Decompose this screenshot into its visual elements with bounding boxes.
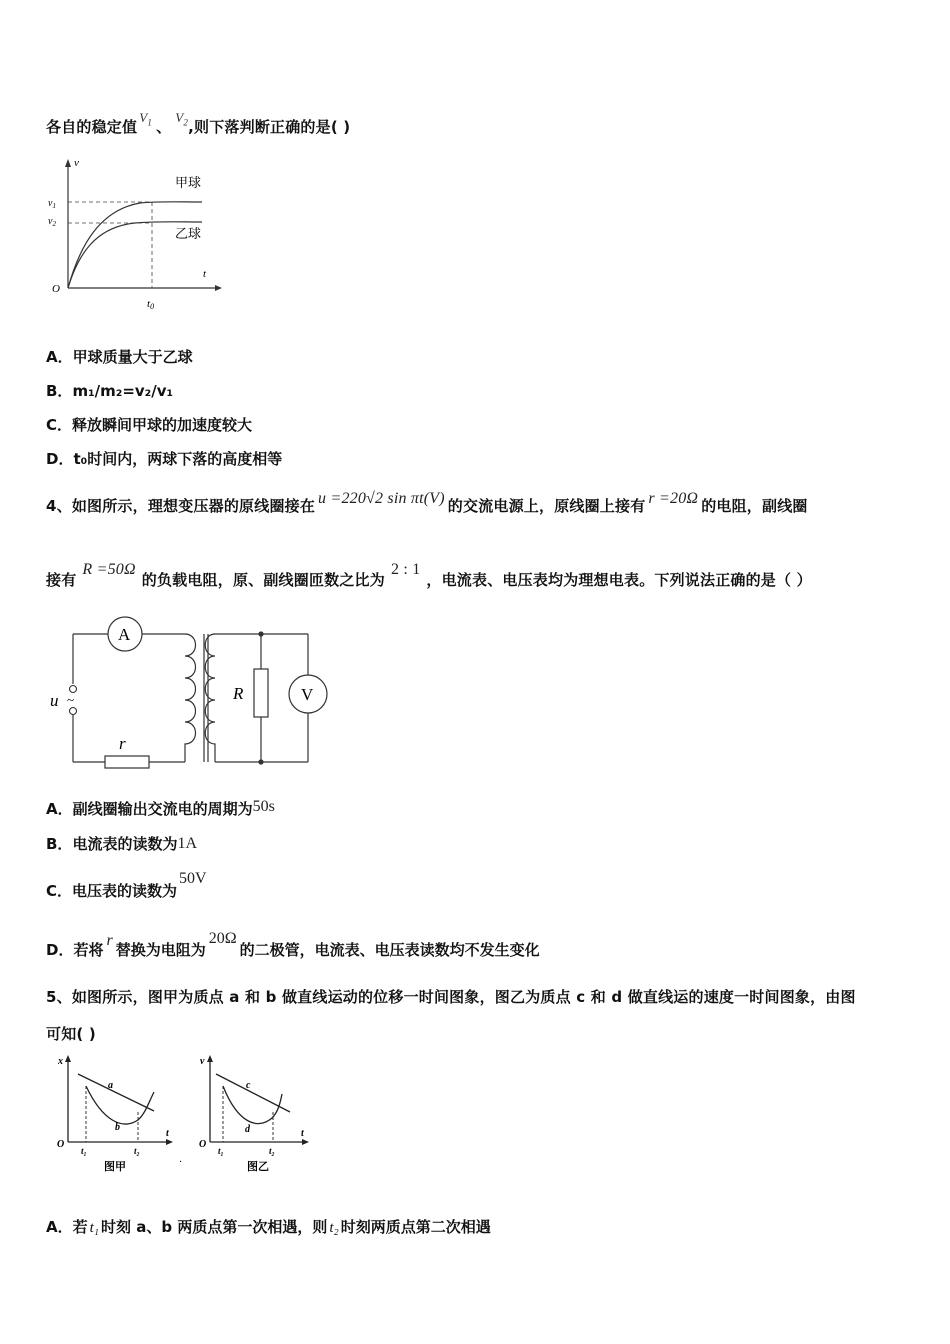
jia-t2-label: t₂: [134, 1146, 140, 1156]
yi-curve-label: d: [245, 1124, 250, 1135]
q5-stem-line1: 5、如图所示，图甲为质点 a 和 b 做直线运动的位移一时间图象，图乙为质点 c 和 d 做直线运的速度一时间图象，由图: [46, 988, 856, 1006]
q4-option-d: D．若将r替换为电阻为20Ω的二极管，电流表、电压表读数均不发生变化: [46, 930, 540, 959]
source-label: u: [50, 691, 59, 710]
q4-stem-line2: 接有R =50Ω的负载电阻，原、副线圈匝数之比为2 : 1，电流表、电压表均为理想电表。下列说法正确的是（ ）: [46, 561, 812, 589]
q5-stem-line2: 可知( ): [46, 1025, 96, 1043]
jia-origin: O: [57, 1139, 65, 1150]
formula-R: R =50Ω: [82, 561, 136, 578]
curve-yi-label: 乙球: [175, 226, 202, 241]
q3-option-a: A．甲球质量大于乙球: [46, 348, 193, 366]
q3-option-d: D．t₀时间内，两球下落的高度相等: [46, 450, 283, 468]
q3-option-c: C．释放瞬间甲球的加速度较大: [46, 416, 253, 434]
yi-caption: 图乙: [247, 1161, 269, 1173]
x-axis-label: t: [203, 268, 207, 280]
q3-option-b: B．m₁/m₂=v₂/v₁: [46, 382, 174, 400]
q4-option-a: A．副线圈输出交流电的周期为50s: [46, 798, 275, 818]
yi-x-label: t: [301, 1128, 304, 1139]
v2-symbol: $V_2$: [175, 110, 189, 128]
junction-top: [258, 631, 263, 636]
yi-line-label: c: [246, 1080, 251, 1091]
source-terminal-bottom: [70, 708, 77, 715]
q4-option-c: C．电压表的读数为50V: [46, 870, 207, 900]
q5-option-a: A．若 t₁ 时刻 a、b 两质点第一次相遇，则 t₂ 时刻两质点第二次相遇: [46, 1218, 491, 1236]
q5-figure-yi: [190, 1052, 320, 1177]
jia-x-arrow: [166, 1139, 173, 1145]
q5-figure-jia: [48, 1052, 178, 1177]
curve-jia: [68, 202, 202, 288]
junction-bottom: [258, 759, 263, 764]
turns-ratio: 2 : 1: [390, 561, 421, 578]
formula-r: r =20Ω: [648, 490, 699, 507]
jia-caption: 图甲: [104, 1161, 126, 1173]
voltmeter-label: V: [301, 685, 314, 704]
curve-jia-label: 甲球: [175, 175, 202, 190]
yi-x-arrow: [302, 1139, 309, 1145]
q4-option-b: B．电流表的读数为1A: [46, 835, 198, 853]
y-axis-arrow: [65, 159, 71, 167]
figure-separator-dot: ·: [179, 1157, 183, 1168]
yi-y-label: v: [200, 1056, 205, 1067]
jia-y-label: x: [58, 1056, 63, 1067]
ac-symbol: ~: [67, 692, 75, 707]
formula-u: u =220√2 sin πt(V): [318, 490, 445, 507]
resistor-R: [254, 669, 268, 717]
yi-y-arrow: [207, 1055, 213, 1062]
q3-velocity-graph: [40, 155, 225, 315]
v2-tick-label: $v_2$: [48, 216, 56, 228]
yi-t2-label: t₂: [269, 1146, 275, 1156]
jia-y-arrow: [65, 1055, 71, 1062]
resistor-r: [105, 756, 149, 768]
q3-stem: 各自的稳定值$V_1$ 、$V_2$,则下落判断正确的是( ): [46, 110, 351, 136]
jia-line-label: a: [108, 1080, 113, 1091]
q4-transformer-circuit: [45, 612, 345, 777]
resistor-r-label: r: [119, 734, 126, 753]
yi-t1-label: t₁: [218, 1146, 224, 1156]
y-axis-label: v: [74, 157, 79, 169]
t0-tick-label: t0: [147, 298, 155, 311]
jia-t1-label: t₁: [81, 1146, 87, 1156]
jia-x-label: t: [166, 1128, 169, 1139]
yi-origin: O: [199, 1139, 207, 1150]
resistor-R-label: R: [233, 684, 244, 703]
ammeter-label: A: [118, 625, 131, 644]
origin-label: O: [52, 283, 60, 295]
v1-symbol: $V_1$: [139, 110, 153, 128]
v1-tick-label: $v_1$: [48, 198, 56, 210]
q4-stem-line1: 4、如图所示，理想变压器的原线圈接在 u =220√2 sin πt(V) 的交流电源上，原线圈上接有 r =20Ω 的电阻，副线圈: [46, 490, 808, 515]
x-axis-arrow: [215, 285, 222, 291]
jia-curve-label: b: [115, 1122, 120, 1133]
